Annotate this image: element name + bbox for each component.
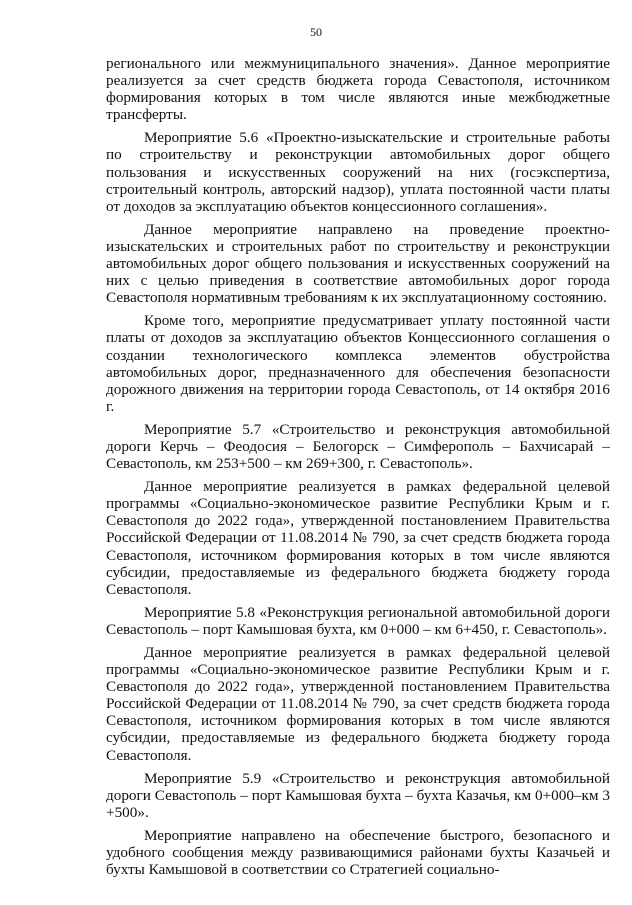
paragraph-measure-5-7-description: Данное мероприятие реализуется в рамках федеральной целевой программы «Социально-экономическое развитие Республики Крым и г. Севастополя до 2022 года», утвержденной постановлением Правительства Российской Федерации от 11.08.2014 № 790, за счет средств бюджета города Севастополя, источником формирования которых в том числе являются субсидии, предоставляемые из федерального бюджета бюджету города Севастополя. [106,478,610,598]
paragraph-measure-5-6-description: Данное мероприятие направлено на проведение проектно-изыскательских и строительных работ по строительству и реконструкции автомобильных дорог общего пользования и искусственных сооружений на них с целью приведения в соответствие автомобильных дорог города Севастополя нормативным требованиям к их эксплуатационному состоянию. [106,220,610,307]
paragraph-continuation: регионального или межмуниципального значения». Данное мероприятие реализуется за счет средств бюджета города Севастополя, источником формирования которых в том числе являются иные межбюджетные трансферты. [106,55,610,124]
paragraph-measure-5-9-description: Мероприятие направлено на обеспечение быстрого, безопасного и удобного сообщения между развивающимися районами бухты Казачьей и бухты Камышовой в соответствии со Стратегией социально- [106,826,610,879]
page-number: 50 [310,25,322,39]
document-body [106,55,610,884]
paragraph-measure-5-6-concession: Кроме того, мероприятие предусматривает уплату постоянной части платы от доходов за эксплуатацию объектов Концессионного соглашения о создании технологического комплекса элементов обустройства автомобильных дорог, предназначенного для обеспечения безопасности дорожного движения на территории города Севастополь, от 14 октября 2016 г. [106,312,610,415]
paragraph-measure-5-8: Мероприятие 5.8 «Реконструкция региональной автомобильной дороги Севастополь – порт Камышовая бухта, км 0+000 – км 6+450, г. Севастополь». [106,603,610,638]
paragraph-measure-5-6: Мероприятие 5.6 «Проектно-изыскательские и строительные работы по строительству и реконструкции автомобильных дорог общего пользования и искусственных сооружений на них (госэкспертиза, строительный контроль, авторский надзор), уплата постоянной части платы от доходов за эксплуатацию объектов концессионного соглашения». [106,129,610,215]
paragraph-measure-5-7: Мероприятие 5.7 «Строительство и реконструкция автомобильной дороги Керчь – Феодосия – Белогорск – Симферополь – Бахчисарай – Севастополь, км 253+500 – км 269+300, г. Севастополь». [106,420,610,473]
paragraph-measure-5-8-description: Данное мероприятие реализуется в рамках федеральной целевой программы «Социально-экономическое развитие Республики Крым и г. Севастополя до 2022 года», утвержденной постановлением Правительства Российской Федерации от 11.08.2014 № 790, за счет средств бюджета города Севастополя, источником формирования которых в том числе являются субсидии, предоставляемые из федерального бюджета бюджету города Севастополя. [106,644,610,764]
paragraph-measure-5-9: Мероприятие 5.9 «Строительство и реконструкция автомобильной дороги Севастополь – порт Камышовая бухта – бухта Казачья, км 0+000–км 3 +500». [106,769,610,821]
